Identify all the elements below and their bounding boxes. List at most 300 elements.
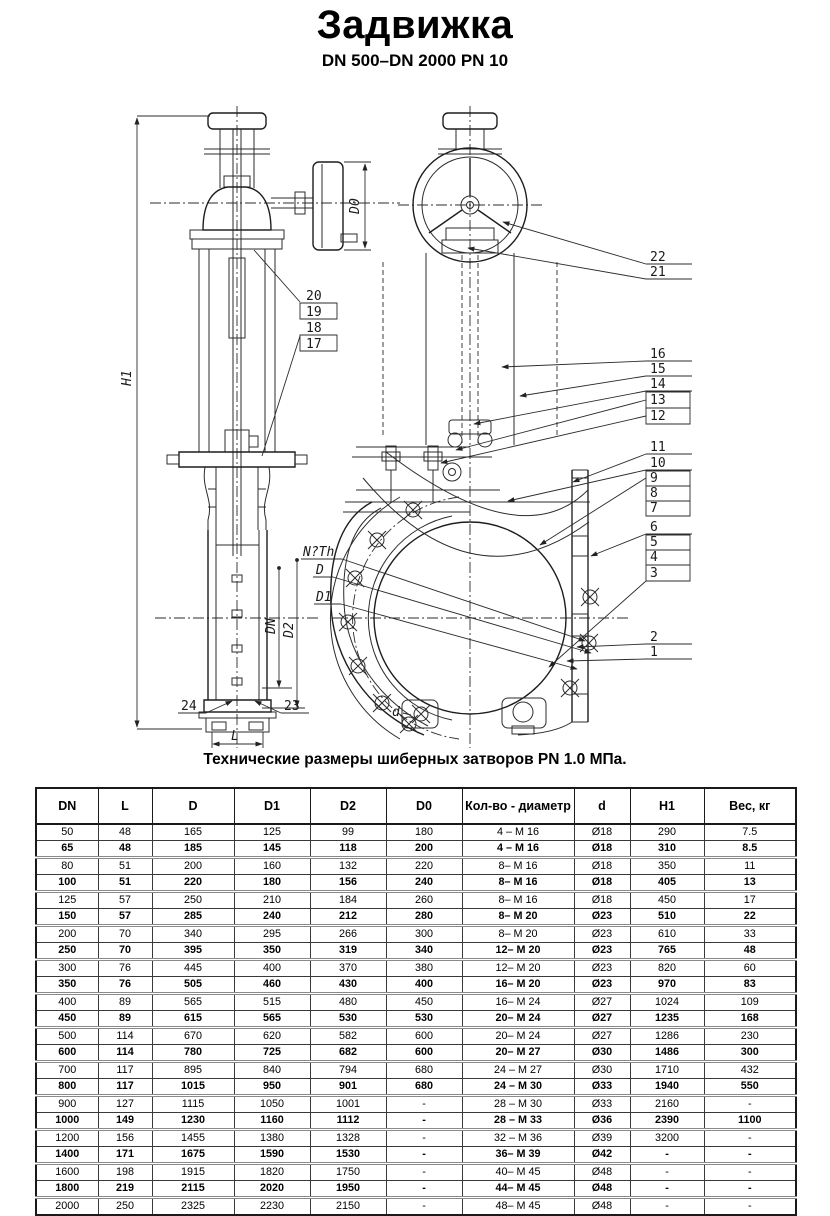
table-cell: 350 bbox=[234, 943, 310, 960]
table-cell: 198 bbox=[98, 1164, 152, 1181]
table-cell: 285 bbox=[152, 909, 234, 926]
table-cell: 1600 bbox=[36, 1164, 98, 1181]
table-cell: 400 bbox=[36, 994, 98, 1011]
callout-3: 3 bbox=[650, 566, 658, 581]
table-cell: Ø23 bbox=[574, 926, 630, 943]
callout-12: 12 bbox=[650, 409, 666, 424]
table-cell: 12– M 20 bbox=[462, 960, 574, 977]
table-cell: 160 bbox=[234, 858, 310, 875]
table-cell: 300 bbox=[704, 1045, 796, 1062]
col-header-d0: D0 bbox=[386, 788, 462, 824]
table-row bbox=[36, 977, 796, 994]
table-cell: 300 bbox=[386, 926, 462, 943]
table-caption: Технические размеры шиберных затворов PN 1.0 МПа. bbox=[203, 751, 627, 768]
table-cell: 8– M 16 bbox=[462, 875, 574, 892]
table-cell: 370 bbox=[310, 960, 386, 977]
table-cell: - bbox=[704, 1096, 796, 1113]
callout-22: 22 bbox=[650, 250, 666, 265]
table-cell: Ø33 bbox=[574, 1096, 630, 1113]
table-cell: 500 bbox=[36, 1028, 98, 1045]
table-cell: 114 bbox=[98, 1045, 152, 1062]
table-cell: 800 bbox=[36, 1079, 98, 1096]
table-cell: 2115 bbox=[152, 1181, 234, 1198]
table-cell: 8– M 16 bbox=[462, 892, 574, 909]
table-cell: 970 bbox=[630, 977, 704, 994]
table-cell: 11 bbox=[704, 858, 796, 875]
table-cell: Ø27 bbox=[574, 994, 630, 1011]
table-cell: 80 bbox=[36, 858, 98, 875]
table-cell: 340 bbox=[386, 943, 462, 960]
table-cell: Ø39 bbox=[574, 1130, 630, 1147]
table-cell: 1112 bbox=[310, 1113, 386, 1130]
table-row bbox=[36, 1181, 796, 1198]
table-cell: 22 bbox=[704, 909, 796, 926]
col-header-qty-diameter: Кол-во - диаметр bbox=[462, 788, 574, 824]
table-cell: 33 bbox=[704, 926, 796, 943]
table-cell: 1820 bbox=[234, 1164, 310, 1181]
table-row bbox=[36, 858, 796, 875]
table-cell: 1115 bbox=[152, 1096, 234, 1113]
table-cell: 380 bbox=[386, 960, 462, 977]
table-cell: Ø27 bbox=[574, 1028, 630, 1045]
table-cell: 450 bbox=[36, 1011, 98, 1028]
table-cell: 20– M 24 bbox=[462, 1011, 574, 1028]
callout-1: 1 bbox=[650, 645, 658, 660]
table-row bbox=[36, 1079, 796, 1096]
table-cell: 515 bbox=[234, 994, 310, 1011]
page-subtitle: DN 500–DN 2000 PN 10 bbox=[321, 51, 509, 70]
table-cell: - bbox=[630, 1147, 704, 1164]
table-cell: 16– M 20 bbox=[462, 977, 574, 994]
callout-16: 16 bbox=[650, 347, 666, 362]
table-cell: 8– M 16 bbox=[462, 858, 574, 875]
table-row bbox=[36, 841, 796, 858]
table-cell: 2325 bbox=[152, 1198, 234, 1216]
page-title: Задвижка bbox=[316, 3, 514, 47]
right-view-front-section bbox=[330, 106, 628, 748]
table-cell: - bbox=[386, 1164, 462, 1181]
table-cell: 16– M 24 bbox=[462, 994, 574, 1011]
table-cell: 1230 bbox=[152, 1113, 234, 1130]
table-row bbox=[36, 824, 796, 841]
table-cell: 1486 bbox=[630, 1045, 704, 1062]
callout-4: 4 bbox=[650, 550, 658, 565]
table-cell: 89 bbox=[98, 994, 152, 1011]
table-cell: 180 bbox=[234, 875, 310, 892]
table-cell: 1328 bbox=[310, 1130, 386, 1147]
table-cell: Ø18 bbox=[574, 824, 630, 841]
col-header-l: L bbox=[98, 788, 152, 824]
table-cell: 185 bbox=[152, 841, 234, 858]
table-cell: 219 bbox=[98, 1181, 152, 1198]
table-cell: 2230 bbox=[234, 1198, 310, 1216]
table-cell: 1455 bbox=[152, 1130, 234, 1147]
callout-2: 2 bbox=[650, 630, 658, 645]
table-cell: Ø48 bbox=[574, 1198, 630, 1216]
table-cell: 250 bbox=[152, 892, 234, 909]
callout-9: 9 bbox=[650, 471, 658, 486]
table-cell: 510 bbox=[630, 909, 704, 926]
callout-14: 14 bbox=[650, 377, 666, 392]
table-cell: 1100 bbox=[704, 1113, 796, 1130]
table-cell: 20– M 24 bbox=[462, 1028, 574, 1045]
table-cell: 220 bbox=[152, 875, 234, 892]
table-cell: 125 bbox=[36, 892, 98, 909]
dim-label-h1: H1 bbox=[120, 370, 135, 386]
table-cell: 840 bbox=[234, 1062, 310, 1079]
table-row bbox=[36, 926, 796, 943]
table-cell: 1050 bbox=[234, 1096, 310, 1113]
col-header-d2: D2 bbox=[310, 788, 386, 824]
table-cell: 600 bbox=[36, 1045, 98, 1062]
table-cell: 3200 bbox=[630, 1130, 704, 1147]
table-cell: 1940 bbox=[630, 1079, 704, 1096]
table-cell: 725 bbox=[234, 1045, 310, 1062]
table-cell: 24 – M 27 bbox=[462, 1062, 574, 1079]
table-cell: 445 bbox=[152, 960, 234, 977]
col-header-weight: Вес, кг bbox=[704, 788, 796, 824]
table-cell: 8– M 20 bbox=[462, 909, 574, 926]
table-cell: Ø27 bbox=[574, 1011, 630, 1028]
table-header bbox=[36, 788, 796, 824]
callout-10: 10 bbox=[650, 456, 666, 471]
table-cell: - bbox=[704, 1198, 796, 1216]
table-cell: - bbox=[386, 1130, 462, 1147]
dim-label-d2: D2 bbox=[282, 622, 297, 638]
table-cell: 8.5 bbox=[704, 841, 796, 858]
table-cell: 76 bbox=[98, 977, 152, 994]
table-cell: Ø18 bbox=[574, 858, 630, 875]
table-cell: - bbox=[386, 1147, 462, 1164]
table-cell: 1235 bbox=[630, 1011, 704, 1028]
table-cell: 530 bbox=[310, 1011, 386, 1028]
table-cell: 156 bbox=[98, 1130, 152, 1147]
table-row bbox=[36, 960, 796, 977]
table-row bbox=[36, 1062, 796, 1079]
table-row bbox=[36, 994, 796, 1011]
table-cell: 109 bbox=[704, 994, 796, 1011]
dim-label-d1: D1 bbox=[316, 590, 332, 605]
table-cell: - bbox=[386, 1198, 462, 1216]
table-cell: 319 bbox=[310, 943, 386, 960]
table-cell: 117 bbox=[98, 1079, 152, 1096]
table-cell: Ø23 bbox=[574, 960, 630, 977]
table-cell: 565 bbox=[152, 994, 234, 1011]
table-cell: 40– M 45 bbox=[462, 1164, 574, 1181]
table-cell: 1530 bbox=[310, 1147, 386, 1164]
table-cell: 125 bbox=[234, 824, 310, 841]
table-cell: 405 bbox=[630, 875, 704, 892]
table-cell: 118 bbox=[310, 841, 386, 858]
table-cell: Ø30 bbox=[574, 1062, 630, 1079]
col-header-h1: H1 bbox=[630, 788, 704, 824]
table-cell: 17 bbox=[704, 892, 796, 909]
callout-6: 6 bbox=[650, 520, 658, 535]
table-cell: 395 bbox=[152, 943, 234, 960]
table-cell: 200 bbox=[36, 926, 98, 943]
table-cell: 1710 bbox=[630, 1062, 704, 1079]
table-cell: 48 bbox=[704, 943, 796, 960]
table-cell: - bbox=[630, 1181, 704, 1198]
table-cell: 1400 bbox=[36, 1147, 98, 1164]
table-cell: 250 bbox=[36, 943, 98, 960]
table-cell: 83 bbox=[704, 977, 796, 994]
table-cell: 32 – M 36 bbox=[462, 1130, 574, 1147]
table-cell: Ø30 bbox=[574, 1045, 630, 1062]
table-cell: 600 bbox=[386, 1028, 462, 1045]
table-cell: 200 bbox=[386, 841, 462, 858]
table-cell: 505 bbox=[152, 977, 234, 994]
table-cell: 432 bbox=[704, 1062, 796, 1079]
table-cell: 1000 bbox=[36, 1113, 98, 1130]
table-cell: Ø23 bbox=[574, 909, 630, 926]
table-cell: 2150 bbox=[310, 1198, 386, 1216]
table-cell: 1015 bbox=[152, 1079, 234, 1096]
table-cell: 168 bbox=[704, 1011, 796, 1028]
table-cell: Ø48 bbox=[574, 1164, 630, 1181]
table-cell: 300 bbox=[36, 960, 98, 977]
table-cell: 48– M 45 bbox=[462, 1198, 574, 1216]
table-cell: Ø42 bbox=[574, 1147, 630, 1164]
table-cell: 550 bbox=[704, 1079, 796, 1096]
callout-7: 7 bbox=[650, 501, 658, 516]
table-cell: 1915 bbox=[152, 1164, 234, 1181]
table-cell: 8– M 20 bbox=[462, 926, 574, 943]
table-cell: 260 bbox=[386, 892, 462, 909]
table-cell: 450 bbox=[630, 892, 704, 909]
table-cell: 350 bbox=[630, 858, 704, 875]
table-cell: - bbox=[386, 1181, 462, 1198]
table-cell: 610 bbox=[630, 926, 704, 943]
table-header-row bbox=[36, 788, 796, 824]
table-cell: 230 bbox=[704, 1028, 796, 1045]
table-cell: 682 bbox=[310, 1045, 386, 1062]
table-cell: Ø18 bbox=[574, 841, 630, 858]
callout-13: 13 bbox=[650, 393, 666, 408]
table-cell: 50 bbox=[36, 824, 98, 841]
table-cell: 430 bbox=[310, 977, 386, 994]
dimensions-table bbox=[35, 787, 797, 1216]
table-cell: 156 bbox=[310, 875, 386, 892]
table-cell: 400 bbox=[234, 960, 310, 977]
table-cell: 794 bbox=[310, 1062, 386, 1079]
table-cell: 48 bbox=[98, 824, 152, 841]
col-header-d: D bbox=[152, 788, 234, 824]
table-cell: 565 bbox=[234, 1011, 310, 1028]
table-cell: 13 bbox=[704, 875, 796, 892]
table-cell: Ø48 bbox=[574, 1181, 630, 1198]
col-header-d-small: d bbox=[574, 788, 630, 824]
table-cell: 60 bbox=[704, 960, 796, 977]
table-cell: 70 bbox=[98, 943, 152, 960]
table-cell: 4 – M 16 bbox=[462, 841, 574, 858]
callout-17: 17 bbox=[306, 337, 322, 352]
table-row bbox=[36, 1147, 796, 1164]
callout-19: 19 bbox=[306, 305, 322, 320]
table-cell: 1675 bbox=[152, 1147, 234, 1164]
table-cell: 57 bbox=[98, 892, 152, 909]
table-cell: 582 bbox=[310, 1028, 386, 1045]
table-row bbox=[36, 875, 796, 892]
table-cell: 28 – M 33 bbox=[462, 1113, 574, 1130]
table-cell: 900 bbox=[36, 1096, 98, 1113]
callout-20: 20 bbox=[306, 289, 322, 304]
table-cell: 132 bbox=[310, 858, 386, 875]
table-cell: 89 bbox=[98, 1011, 152, 1028]
table-cell: 240 bbox=[234, 909, 310, 926]
table-cell: 950 bbox=[234, 1079, 310, 1096]
table-cell: 2390 bbox=[630, 1113, 704, 1130]
col-header-d1: D1 bbox=[234, 788, 310, 824]
callout-24: 24 bbox=[181, 699, 197, 714]
dimension-labels bbox=[120, 198, 591, 744]
table-cell: 51 bbox=[98, 875, 152, 892]
table-cell: 1286 bbox=[630, 1028, 704, 1045]
table-cell: 680 bbox=[386, 1079, 462, 1096]
table-cell: 901 bbox=[310, 1079, 386, 1096]
table-cell: - bbox=[704, 1164, 796, 1181]
table-cell: 765 bbox=[630, 943, 704, 960]
table-cell: Ø36 bbox=[574, 1113, 630, 1130]
table-cell: 340 bbox=[152, 926, 234, 943]
table-cell: 51 bbox=[98, 858, 152, 875]
table-cell: - bbox=[704, 1130, 796, 1147]
table-row bbox=[36, 1045, 796, 1062]
table-cell: 65 bbox=[36, 841, 98, 858]
callout-21: 21 bbox=[650, 265, 666, 280]
table-cell: - bbox=[704, 1181, 796, 1198]
table-cell: 1024 bbox=[630, 994, 704, 1011]
dim-label-l: L bbox=[231, 729, 239, 744]
callout-5: 5 bbox=[650, 535, 658, 550]
table-cell: 117 bbox=[98, 1062, 152, 1079]
table-row bbox=[36, 1011, 796, 1028]
table-cell: 2020 bbox=[234, 1181, 310, 1198]
table-cell: 266 bbox=[310, 926, 386, 943]
table-cell: 210 bbox=[234, 892, 310, 909]
table-row bbox=[36, 1028, 796, 1045]
table-cell: - bbox=[386, 1113, 462, 1130]
table-cell: 295 bbox=[234, 926, 310, 943]
table-cell: 350 bbox=[36, 977, 98, 994]
table-cell: 780 bbox=[152, 1045, 234, 1062]
table-cell: 12– M 20 bbox=[462, 943, 574, 960]
dim-label-d-flange: D bbox=[316, 563, 324, 578]
table-cell: 1160 bbox=[234, 1113, 310, 1130]
table-cell: 24 – M 30 bbox=[462, 1079, 574, 1096]
table-cell: 127 bbox=[98, 1096, 152, 1113]
table-cell: 171 bbox=[98, 1147, 152, 1164]
table-row bbox=[36, 909, 796, 926]
table-row bbox=[36, 1198, 796, 1216]
table-cell: 48 bbox=[98, 841, 152, 858]
table-cell: 250 bbox=[98, 1198, 152, 1216]
dim-label-d0: D0 bbox=[348, 198, 363, 214]
table-cell: - bbox=[630, 1198, 704, 1216]
table-cell: 240 bbox=[386, 875, 462, 892]
table-cell: 895 bbox=[152, 1062, 234, 1079]
table-cell: - bbox=[386, 1096, 462, 1113]
table-cell: 1950 bbox=[310, 1181, 386, 1198]
callout-8: 8 bbox=[650, 486, 658, 501]
table-cell: 165 bbox=[152, 824, 234, 841]
table-cell: 20– M 27 bbox=[462, 1045, 574, 1062]
table-cell: 7.5 bbox=[704, 824, 796, 841]
table-cell: 76 bbox=[98, 960, 152, 977]
table-cell: 400 bbox=[386, 977, 462, 994]
table-cell: 57 bbox=[98, 909, 152, 926]
table-cell: 530 bbox=[386, 1011, 462, 1028]
table-cell: 2000 bbox=[36, 1198, 98, 1216]
dim-label-nth: N?Th bbox=[303, 545, 335, 560]
table-cell: - bbox=[630, 1164, 704, 1181]
table-cell: 70 bbox=[98, 926, 152, 943]
table-cell: 1750 bbox=[310, 1164, 386, 1181]
table-cell: 36– M 39 bbox=[462, 1147, 574, 1164]
table-cell: 100 bbox=[36, 875, 98, 892]
valve-technical-drawing bbox=[0, 95, 830, 755]
table-cell: 1200 bbox=[36, 1130, 98, 1147]
table-cell: 290 bbox=[630, 824, 704, 841]
table-cell: 149 bbox=[98, 1113, 152, 1130]
table-cell: 1800 bbox=[36, 1181, 98, 1198]
table-row bbox=[36, 1096, 796, 1113]
table-body bbox=[36, 824, 796, 1215]
col-header-dn: DN bbox=[36, 788, 98, 824]
table-cell: 1001 bbox=[310, 1096, 386, 1113]
table-cell: 180 bbox=[386, 824, 462, 841]
table-cell: 460 bbox=[234, 977, 310, 994]
table-cell: 1380 bbox=[234, 1130, 310, 1147]
table-row bbox=[36, 943, 796, 960]
part-callouts bbox=[178, 222, 692, 714]
table-cell: 680 bbox=[386, 1062, 462, 1079]
table-cell: 212 bbox=[310, 909, 386, 926]
table-cell: 145 bbox=[234, 841, 310, 858]
table-cell: 220 bbox=[386, 858, 462, 875]
callout-11: 11 bbox=[650, 440, 666, 455]
table-cell: 4 – M 16 bbox=[462, 824, 574, 841]
table-cell: Ø23 bbox=[574, 977, 630, 994]
table-cell: - bbox=[704, 1147, 796, 1164]
table-row bbox=[36, 1164, 796, 1181]
table-cell: 150 bbox=[36, 909, 98, 926]
table-cell: 99 bbox=[310, 824, 386, 841]
table-cell: Ø18 bbox=[574, 875, 630, 892]
table-cell: Ø23 bbox=[574, 943, 630, 960]
table-cell: Ø18 bbox=[574, 892, 630, 909]
table-cell: 1590 bbox=[234, 1147, 310, 1164]
table-cell: 700 bbox=[36, 1062, 98, 1079]
table-cell: 44– M 45 bbox=[462, 1181, 574, 1198]
table-cell: 600 bbox=[386, 1045, 462, 1062]
table-cell: 820 bbox=[630, 960, 704, 977]
callout-18: 18 bbox=[306, 321, 322, 336]
table-cell: 450 bbox=[386, 994, 462, 1011]
table-cell: 620 bbox=[234, 1028, 310, 1045]
table-cell: 615 bbox=[152, 1011, 234, 1028]
dim-label-d-hole: d bbox=[392, 705, 400, 720]
table-cell: 114 bbox=[98, 1028, 152, 1045]
table-cell: Ø33 bbox=[574, 1079, 630, 1096]
table-cell: 670 bbox=[152, 1028, 234, 1045]
table-cell: 28 – M 30 bbox=[462, 1096, 574, 1113]
table-row bbox=[36, 1113, 796, 1130]
table-cell: 310 bbox=[630, 841, 704, 858]
table-row bbox=[36, 1130, 796, 1147]
dim-label-dn: DN bbox=[264, 618, 279, 634]
table-cell: 280 bbox=[386, 909, 462, 926]
